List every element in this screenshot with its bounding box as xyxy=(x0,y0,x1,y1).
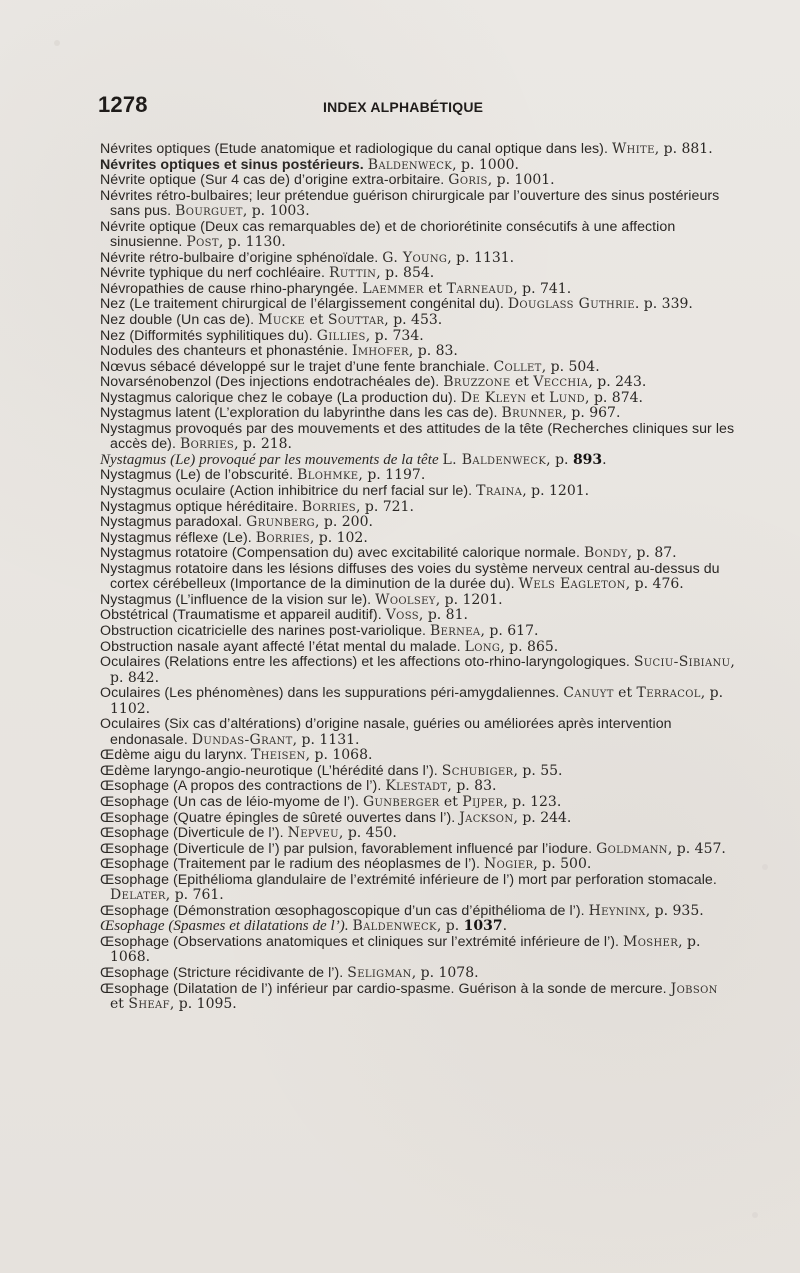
index-entry xyxy=(100,142,736,158)
entry-heading: Obstétrical (Traumatisme et appareil auditif). xyxy=(100,607,386,624)
index-entry xyxy=(100,904,736,920)
index-entry xyxy=(100,873,736,904)
reference-text: , p. 200. xyxy=(315,514,373,531)
author-name: Seligman xyxy=(347,964,412,981)
reference-text: , p. 874. xyxy=(585,389,643,406)
reference-text: , p. 1131. xyxy=(447,249,515,266)
reference-text: , p. 1131. xyxy=(292,731,360,748)
author-name: Borries xyxy=(255,529,310,546)
reference-text: , p. 1078. xyxy=(411,964,479,981)
index-entry xyxy=(100,982,736,1013)
reference-text: , p. 1000. xyxy=(452,156,519,173)
index-entry xyxy=(100,266,736,282)
reference-text: , p. 83. xyxy=(408,343,458,360)
reference-text: , p. 81. xyxy=(418,607,468,624)
index-entry xyxy=(100,795,736,811)
author-name: Blohmke xyxy=(297,467,359,484)
author-name: Heyninx xyxy=(588,902,646,919)
reference-text: , p. 55. xyxy=(513,762,563,779)
reference-text: et xyxy=(305,312,328,329)
entry-heading: Œsophage (Observations anatomiques et cliniques sur l’extrémité inférieure de l’). xyxy=(100,933,624,950)
entry-heading: Novarsénobenzol (Des injections endotrachéales de). xyxy=(100,374,444,391)
entry-heading: Œsophage (Stricture récidivante de l’). xyxy=(100,964,348,981)
entry-heading: Nystagmus rotatoire (Compensation du) avec excitabilité calorique normale. xyxy=(100,545,584,562)
reference-text: et xyxy=(439,793,463,810)
reference-text: , p. 865. xyxy=(500,638,559,655)
index-entry xyxy=(100,857,736,873)
reference-text: et xyxy=(613,685,637,702)
author-name: Borries xyxy=(301,498,356,515)
page-number: 1278 xyxy=(98,92,148,117)
index-entry xyxy=(100,453,736,469)
author-name: Laemmer xyxy=(362,280,424,297)
index-entry xyxy=(100,842,736,858)
entry-heading: Névrite typhique du nerf cochléaire. xyxy=(100,265,329,282)
author-name: Delater xyxy=(110,887,166,904)
entry-heading: Nez double (Un cas de). xyxy=(100,312,259,329)
entry-heading: Nystagmus optique héréditaire. xyxy=(100,498,302,515)
reference-text: , p. 1201. xyxy=(522,483,590,500)
entry-heading: Œsophage (Traitement par le radium des néoplasmes de l’). xyxy=(100,856,485,873)
entry-heading: Névrites rétro-bulbaires; leur prétendue guérison chirurgicale par l’ouverture des sinus postérieurs sans pus. xyxy=(100,187,720,220)
reference-text: . xyxy=(602,451,607,468)
reference-text: , p. 617. xyxy=(480,622,539,639)
index-entry xyxy=(100,297,736,313)
index-entry xyxy=(100,966,736,982)
author-name: Imhofer xyxy=(351,343,409,360)
author-name: Jobson xyxy=(670,980,718,997)
reference-text: , p. 967. xyxy=(562,405,621,422)
index-entry xyxy=(100,360,736,376)
author-name: Wels Eagleton xyxy=(518,576,626,593)
index-entry xyxy=(100,375,736,391)
author-name: Grunberg xyxy=(246,514,316,531)
author-name: Bondy xyxy=(583,545,628,562)
index-entry xyxy=(100,422,736,453)
author-name: Lund xyxy=(549,389,586,406)
reference-text: . p. 339. xyxy=(634,296,693,313)
author-name: Bourguet xyxy=(175,203,243,220)
reference-text: , p. 102. xyxy=(309,529,368,546)
entry-heading: Œsophage (Spasmes et dilatations de l’). xyxy=(100,918,353,935)
reference-text: , p. 87. xyxy=(627,545,677,562)
author-name: Theisen xyxy=(250,747,306,764)
index-entry xyxy=(100,624,736,640)
author-name: Schubiger xyxy=(441,762,514,779)
index-entry xyxy=(100,189,736,220)
entry-heading: Nodules des chanteurs et phonasténie. xyxy=(100,343,352,360)
entry-heading: Œsophage (Diverticule de l’) par pulsion, favorablement influencé par l’iodure. xyxy=(100,840,597,857)
author-name: Goris xyxy=(448,172,488,189)
index-entry xyxy=(100,329,736,345)
paper-spot xyxy=(762,864,768,870)
reference-text: , p. 721. xyxy=(355,498,414,515)
reference-text: , p. 881. xyxy=(654,141,713,157)
reference-text: , p. 842. xyxy=(110,654,735,686)
page-reference: 893 xyxy=(572,451,603,468)
reference-text: , p. xyxy=(436,918,464,935)
reference-text: , p. 741. xyxy=(513,280,572,297)
author-name: Traina xyxy=(476,483,523,500)
reference-text: , p. 1130. xyxy=(218,234,286,251)
author-name: Gunberger xyxy=(362,793,440,810)
index-entry xyxy=(100,919,736,935)
entry-heading: Oculaires (Relations entre les affections) et les affections oto-rhino-laryngologiques. xyxy=(100,654,634,671)
index-entry xyxy=(100,313,736,329)
author-name: Bruzzone xyxy=(443,374,511,391)
index-entry xyxy=(100,546,736,562)
reference-text: , p. 83. xyxy=(447,778,497,795)
entry-heading: Œsophage (Diverticule de l’). xyxy=(100,825,288,842)
entry-heading: Nystagmus provoqués par des mouvements et des attitudes de la tête (Recherches cliniques sur les accès de). xyxy=(100,420,735,453)
author-name: G. Young xyxy=(382,249,448,266)
reference-text: , p. 123. xyxy=(503,793,562,810)
reference-text: et xyxy=(110,996,129,1013)
entry-heading: Nystagmus paradoxal. xyxy=(100,514,247,531)
reference-text: , p. 450. xyxy=(338,825,397,842)
reference-text: , p. 1001. xyxy=(487,172,555,189)
entry-heading: Œsophage (Epithélioma glandulaire de l’extrémité inférieure de l’) mort par perforation stomacale. xyxy=(100,871,717,888)
entry-heading: Oculaires (Six cas d’altérations) d’origine nasale, guéries ou améliorées après intervention endonasale. xyxy=(100,716,672,748)
author-name: Douglass Guthrie xyxy=(507,296,635,313)
reference-text: , p. 1095. xyxy=(169,996,237,1013)
entry-heading: Nez (Difformités syphilitiques du). xyxy=(100,327,317,344)
entry-heading: Œsophage (A propos des contractions de l’). xyxy=(100,778,386,795)
entry-heading: Obstruction nasale ayant affecté l’état mental du malade. xyxy=(100,638,465,655)
index-entry xyxy=(100,484,736,500)
entry-heading: Névropathies de cause rhino-pharyngée. xyxy=(100,280,363,297)
author-name: Sheaf xyxy=(128,996,170,1013)
author-name: Post xyxy=(186,234,219,251)
author-name: White xyxy=(611,141,655,157)
index-entry xyxy=(100,220,736,251)
author-name: Baldenweck xyxy=(367,156,453,173)
index-entries xyxy=(100,142,736,1013)
author-name: Long xyxy=(464,638,501,655)
index-entry xyxy=(100,515,736,531)
entry-heading: Nystagmus oculaire (Action inhibitrice du nerf facial sur le). xyxy=(100,483,477,500)
index-entry xyxy=(100,779,736,795)
reference-text: , p. 1102. xyxy=(110,685,724,717)
entry-heading: Nystagmus (Le) de l’obscurité. xyxy=(100,467,298,484)
entry-heading: Nystagmus (L’influence de la vision sur le). xyxy=(100,591,376,608)
reference-text: , p. 935. xyxy=(645,902,704,919)
author-name: Nepveu xyxy=(287,825,339,842)
entry-heading: Œsophage (Démonstration œsophagoscopique d’un cas d’épithélioma de l’). xyxy=(100,902,589,919)
index-entry xyxy=(100,344,736,360)
reference-text: , p. 1068. xyxy=(305,747,373,764)
reference-text: , p. 218. xyxy=(234,436,292,453)
page-header xyxy=(98,92,728,122)
reference-text: et xyxy=(510,374,534,391)
entry-heading: Œsophage (Un cas de léio-myome de l’). xyxy=(100,793,363,810)
index-entry xyxy=(100,655,736,686)
author-name: L. Baldenweck xyxy=(442,451,547,468)
entry-heading: Nez (Le traitement chirurgical de l’élargissement congénital du). xyxy=(100,296,508,313)
index-entry xyxy=(100,531,736,547)
author-name: Jackson xyxy=(459,809,514,826)
reference-text: , p. 1197. xyxy=(358,467,426,484)
running-title: INDEX ALPHABÉTIQUE xyxy=(323,99,484,115)
author-name: Vecchia xyxy=(533,374,589,391)
index-entry xyxy=(100,608,736,624)
reference-text: et xyxy=(423,280,447,297)
author-name: Pijper xyxy=(462,793,504,810)
index-entry xyxy=(100,562,736,593)
reference-text: , p. xyxy=(546,451,573,468)
reference-text: , p. 504. xyxy=(541,358,600,375)
entry-heading: Névrite optique (Sur 4 cas de) d’origine extra-orbitaire. xyxy=(100,172,449,189)
index-entry xyxy=(100,811,736,827)
index-entry xyxy=(100,593,736,609)
author-name: Gillies xyxy=(316,327,366,344)
entry-heading: Névrite optique (Deux cas remarquables de) et de choriorétinite consécutifs à une affection sinusienne. xyxy=(100,218,676,251)
author-name: Bernea xyxy=(430,622,481,639)
paper-spot xyxy=(752,1212,758,1218)
entry-heading: Nystagmus rotatoire dans les lésions diffuses des voies du système nerveux central au-dessus du cortex cérébelleux (Importance de la diminution de la durée du). xyxy=(100,560,720,593)
author-name: Mucke xyxy=(258,312,306,329)
author-name: Klestadt xyxy=(385,778,448,795)
author-name: De Kleyn xyxy=(460,389,527,406)
index-entry xyxy=(100,717,736,748)
author-name: Suciu-Sibianu xyxy=(633,654,731,671)
index-entry xyxy=(100,468,736,484)
index-entry xyxy=(100,282,736,298)
entry-heading: Névrites optiques et sinus postérieurs. xyxy=(100,156,368,173)
reference-text: , p. 500. xyxy=(533,856,592,873)
entry-heading: Obstruction cicatricielle des narines post-variolique. xyxy=(100,622,430,639)
author-name: Brunner xyxy=(501,405,563,422)
entry-heading: Œdème aigu du larynx. xyxy=(100,747,251,764)
index-entry xyxy=(100,826,736,842)
author-name: Souttar xyxy=(327,312,385,329)
index-entry xyxy=(100,158,736,174)
index-entry xyxy=(100,500,736,516)
entry-heading: Œdème laryngo-angio-neurotique (L’hérédité dans l’). xyxy=(100,762,442,779)
author-name: Ruttin xyxy=(328,265,377,282)
reference-text: , p. 854. xyxy=(376,265,435,282)
reference-text: , p. 453. xyxy=(384,312,443,329)
author-name: Goldmann xyxy=(596,840,668,857)
author-name: Mosher xyxy=(623,933,679,950)
entry-heading: Nœvus sébacé développé sur le trajet d’une fente branchiale. xyxy=(100,358,494,375)
entry-heading: Nystagmus réflexe (Le). xyxy=(100,529,256,546)
entry-heading: Oculaires (Les phénomènes) dans les suppurations péri-amygdaliennes. xyxy=(100,685,564,702)
index-entry xyxy=(100,173,736,189)
author-name: Canuyt xyxy=(563,685,614,702)
reference-text: , p. 243. xyxy=(588,374,647,391)
entry-heading: Nystagmus (Le) provoqué par les mouvements de la tête xyxy=(100,451,443,468)
index-entry xyxy=(100,391,736,407)
author-name: Collet xyxy=(493,358,542,375)
paper-spot xyxy=(54,40,60,46)
author-name: Woolsey xyxy=(375,591,436,608)
index-entry xyxy=(100,406,736,422)
author-name: Dundas-Grant xyxy=(191,731,293,748)
entry-heading: Névrite rétro-bulbaire d’origine sphénoïdale. xyxy=(100,249,383,266)
author-name: Borries xyxy=(179,436,235,453)
reference-text: . xyxy=(502,918,508,935)
reference-text: , p. 476. xyxy=(625,576,684,593)
entry-heading: Œsophage (Quatre épingles de sûreté ouvertes dans l’). xyxy=(100,809,460,826)
author-name: Tarneaud xyxy=(446,280,514,297)
index-entry xyxy=(100,640,736,656)
index-entry xyxy=(100,935,736,966)
reference-text: , p. 1201. xyxy=(435,591,503,608)
author-name: Terracol xyxy=(636,685,701,702)
page-reference: 1037 xyxy=(463,918,503,935)
author-name: Baldenweck xyxy=(352,918,437,935)
author-name: Nogier xyxy=(484,856,534,873)
reference-text: , p. 1003. xyxy=(242,203,310,220)
entry-heading: Nystagmus calorique chez le cobaye (La production du). xyxy=(100,389,461,406)
entry-heading: Œsophage (Dilatation de l’) inférieur par cardio-spasme. Guérison à la sonde de mercure. xyxy=(100,980,671,997)
index-entry xyxy=(100,251,736,267)
index-entry xyxy=(100,748,736,764)
reference-text: , p. 761. xyxy=(165,887,224,904)
reference-text: et xyxy=(526,389,550,406)
index-entry xyxy=(100,686,736,717)
reference-text: , p. 244. xyxy=(513,809,572,826)
reference-text: , p. 1068. xyxy=(110,933,701,966)
author-name: Voss xyxy=(385,607,419,624)
entry-heading: Névrites optiques (Etude anatomique et radiologique du canal optique dans les). xyxy=(100,141,612,157)
reference-text: , p. 734. xyxy=(365,327,424,344)
index-entry xyxy=(100,764,736,780)
entry-heading: Nystagmus latent (L’exploration du labyrinthe dans les cas de). xyxy=(100,405,502,422)
reference-text: , p. 457. xyxy=(667,840,726,857)
